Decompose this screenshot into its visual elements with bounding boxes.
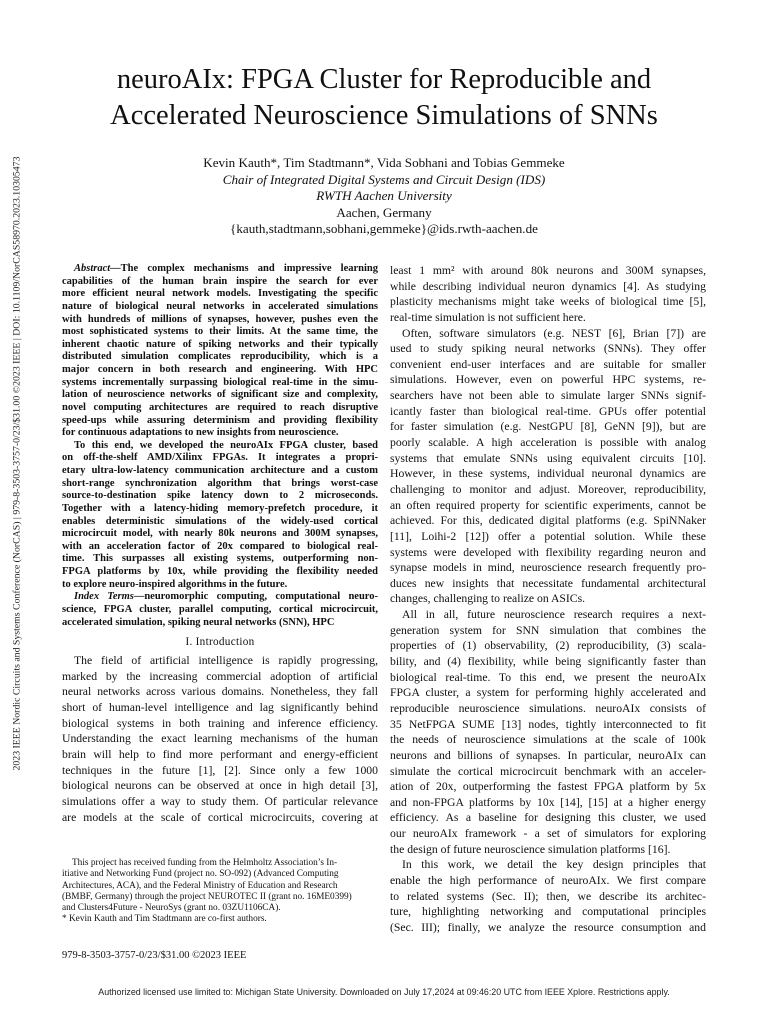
- body-line: synapse models in mind, neuroscience research frequently pro-: [390, 561, 706, 575]
- abstract: [62, 263, 378, 629]
- body-line: (Sec. III); finally, we analyze the resource consumption and: [390, 920, 706, 934]
- abstract-line: etary ultra-low-latency communication architecture and a custom: [62, 465, 378, 476]
- title-line: Accelerated Neuroscience Simulations of SNNs: [110, 100, 658, 131]
- body-line: efficiency. As a baseline for designing this cluster, we used: [390, 811, 706, 825]
- abstract-line: novel computing architectures are required to reach disruptive: [62, 401, 378, 413]
- abstract-line: lation of neuroscience networks of significant size and complexity,: [62, 389, 378, 401]
- index-terms-line: accelerated simulation, spiking neural networks (SNN), HPC: [62, 616, 335, 628]
- abstract-line: FPGA platforms by 10x, while providing the flexibility needed: [62, 566, 378, 577]
- body-line: used to study spiking neural networks (SNNs). They offer: [390, 342, 706, 356]
- body-line: biological systems in both training and inference efficiency.: [62, 716, 378, 730]
- author-names: Kevin Kauth*, Tim Stadtmann*, Vida Sobhani and Tobias Gemmeke: [203, 155, 565, 170]
- body-line: Understanding the exact learning mechanisms of the human: [62, 732, 378, 746]
- body-line: for faster simulation (e.g. NestGPU [8], GeNN [9]), but are: [390, 420, 706, 434]
- body-line: icantly faster than biological real-time. GPUs offer potential: [390, 404, 706, 418]
- body-line: FPGA cluster, a system for performing highly accelerated and: [390, 686, 706, 700]
- abstract-line: To this end, we developed the neuroAIx FPGA cluster, based: [74, 439, 378, 451]
- footnote-line: Architectures, ACA), and the Federal Ministry of Education and Research: [62, 880, 338, 891]
- body-line: changes, challenging to realize on ASICs.: [390, 592, 586, 606]
- footnote-line: (BMBF, Germany) through the project NEUROTEC II (grant no. 16ME0399): [62, 891, 352, 902]
- body-line: 35 NetFPGA SUME [13] nodes, tightly interconnected to fit: [390, 717, 706, 731]
- abstract-line: Abstract—The complex mechanisms and impressive learning: [74, 263, 378, 274]
- abstract-line: source-to-destination spike latency down to 2 microseconds.: [62, 490, 378, 502]
- body-line: simulations offer a way to study them. Of particular relevance: [62, 794, 378, 808]
- body-line: convenient end-user interfaces and are suitable for smaller: [390, 357, 706, 371]
- body-line: an often required property for scientific experiments, cannot be: [390, 498, 706, 512]
- right-column: [390, 263, 706, 936]
- abstract-line: to explore neuro-inspired algorithms in the future.: [62, 578, 288, 590]
- body-line: and non-FPGA platforms by 10x [14], [15] at a higher energy: [390, 795, 706, 809]
- abstract-line: systems incrementally surpassing biological real-time in the simu-: [62, 376, 378, 388]
- body-line: All in all, future neuroscience research requires a next-: [402, 608, 706, 622]
- body-line: least 1 mm² with around 80k neurons and 300M synapses,: [390, 264, 706, 277]
- abstract-line: more efficient neural network models. Investigating the specific: [62, 288, 378, 300]
- body-line: systems were developed with flexibility regarding neuron and: [390, 545, 706, 559]
- intro-paragraph: [62, 653, 378, 825]
- body-line: our neuroAIx framework - a set of simulators for exploring: [390, 827, 706, 841]
- body-line: enable the high performance of neuroAIx. We first compare: [390, 873, 706, 887]
- university: RWTH Aachen University: [316, 188, 452, 203]
- footnote-line: and Clusters4Future - NeuroSys (grant no. 03ZU1106CA).: [62, 903, 281, 914]
- body-line: In this work, we detail the key design principles that: [402, 858, 706, 872]
- paper-title: [40, 62, 728, 134]
- body-line: neural networks across various domains. Nonetheless, they fall: [62, 685, 378, 699]
- location: Aachen, Germany: [336, 204, 432, 220]
- index-terms-line: science, FPGA cluster, parallel computing, cortical microcircuit,: [62, 603, 378, 615]
- body-line: marked by the increasing commercial adoption of artificial: [62, 669, 378, 683]
- abstract-line: inherent chaotic nature of spiking networks and their typically: [62, 338, 378, 350]
- footnote-line: This project has received funding from the Helmholtz Association’s In-: [72, 858, 338, 868]
- abstract-line: speed-ups while assuring determinism and providing flexibility: [62, 414, 378, 426]
- body-line: systems that emulate SNNs using equivalent circuits [10].: [390, 451, 706, 465]
- side-margin-note: 2023 IEEE Nordic Circuits and Systems Conference (NorCAS) | 979-8-3503-3757-0/23/$31.00 ©2023 IEEE | DOI: 10.1109/NorCAS58970.2023.10305473: [11, 156, 23, 771]
- abstract-label: Abstract: [74, 263, 111, 274]
- abstract-line: with hundreds of millions of synapses, however, pushes even the: [62, 313, 378, 325]
- abstract-line: time. This surpasses all existing systems, outperforming non-: [62, 553, 378, 565]
- footnote-line: itiative and Networking Fund (project no. SO-092) (Advanced Computing: [62, 869, 339, 880]
- body-line: biological real-time. To this end, we present the neuroAIx: [390, 670, 706, 684]
- body-line: neurons and billions of synapses. In particular, neuroAIx can: [390, 748, 706, 762]
- body-line: the needs of neuroscience simulations at the scale of 100k: [390, 733, 706, 747]
- body-line: simulations. However, even on powerful HPC systems, re-: [390, 373, 706, 387]
- body-line: generation system for SNN simulation that combines the: [390, 623, 706, 637]
- body-line: The field of artificial intelligence is rapidly progressing,: [74, 654, 378, 668]
- body-line: brain will help to find more performant and energy-efficient: [62, 747, 378, 761]
- abstract-line: microcircuit model, with nearly 80k neurons and 300M synapses,: [62, 528, 378, 540]
- abstract-line: capabilities of the human brain inspire the search for ever: [62, 275, 378, 287]
- abstract-line: short-range synchronization algorithm that brings worst-case: [62, 477, 378, 489]
- body-line: are models at the scale of cortical microcircuits, covering at: [62, 810, 378, 824]
- abstract-line: major concern in both research and engineering. With HPC: [62, 364, 378, 375]
- body-line: ation of 20x, outperforming the fastest FPGA platform by 5x: [390, 780, 706, 794]
- body-line: techniques in the future [1], [2]. Since only a few 1000: [62, 763, 378, 777]
- abstract-line: distributed simulation complicates reproducibility, which is a: [62, 351, 378, 363]
- body-line: bility, and (4) flexibility, while being significantly faster than: [390, 655, 706, 669]
- abstract-line: most sophisticated systems to their limits. At the same time, the: [62, 326, 378, 338]
- body-line: poorly scalable. A high acceleration is possible with analog: [390, 436, 706, 450]
- body-line: Often, software simulators (e.g. NEST [6], Brian [7]) are: [402, 326, 706, 340]
- email: {kauth,stadtmann,sobhani,gemmeke}@ids.rwth-aachen.de: [230, 221, 538, 236]
- body-line: However, in these systems, individual neuronal dynamics are: [390, 467, 706, 481]
- title-line: neuroAIx: FPGA Cluster for Reproducible and: [116, 64, 652, 95]
- body-line: the design of future neuroscience simulation platforms [16].: [390, 842, 671, 856]
- body-line: reproducible neuroscience simulations. neuroAIx consists of: [390, 701, 706, 715]
- abstract-line: for continuous adaptations to new insights from neuroscience.: [62, 427, 339, 439]
- body-line: simulate the cortical microcircuit benchmark with an acceler-: [390, 764, 706, 778]
- body-line: to related systems (Sec. II); then, we describe its architec-: [390, 889, 706, 903]
- body-line: properties of (1) observability, (2) reproducibility, (3) scala-: [390, 639, 706, 653]
- body-line: real-time simulation is not sufficient here.: [390, 310, 586, 324]
- section-heading: I. Introduction: [185, 636, 255, 649]
- left-column: [62, 263, 378, 825]
- body-line: searchers have not been able to simulate larger SNNs signif-: [390, 389, 706, 403]
- footnote-line: * Kevin Kauth and Tim Stadtmann are co-first authors.: [62, 914, 267, 925]
- abstract-line: with an acceleration factor of 20x compared to biological real-: [62, 540, 378, 552]
- abstract-line: on off-the-shelf AMD/Xilinx FPGAs. It integrates a propri-: [62, 452, 378, 464]
- index-terms-line: Index Terms—neuromorphic computing, computational neuro-: [74, 591, 378, 603]
- body-line: duces new insights that necessitate fundamental architectural: [390, 576, 706, 590]
- body-line: plasticity mechanisms might take weeks of biological time [5],: [390, 295, 706, 309]
- download-footer: Authorized licensed use limited to: Michigan State University. Downloaded on July 17,2024 at 09:46:20 UTC from IEEE Xplore. Restrictions apply.: [98, 987, 670, 997]
- footnote: [62, 858, 378, 926]
- abstract-line: enables deterministic simulations of the widely-used cortical: [62, 515, 378, 527]
- body-line: while describing individual neuron dynamics [4]. As studying: [390, 279, 706, 293]
- abstract-line: Together with a latency-hiding memory-prefetch procedure, it: [62, 502, 378, 514]
- body-line: achieved. For this, dedicated digital platforms (e.g. SpiNNaker: [390, 514, 706, 528]
- affiliation: Chair of Integrated Digital Systems and Circuit Design (IDS): [222, 171, 546, 187]
- author-block: [40, 155, 728, 238]
- body-line: [11], Loihi-2 [12]) offer a potential solution. While these: [390, 529, 706, 543]
- copyright: 979-8-3503-3757-0/23/$31.00 ©2023 IEEE: [62, 950, 247, 961]
- abstract-line: nature of biological neural networks in accelerated simulations: [62, 300, 378, 312]
- body-line: challenging to monitor and adjust. Moreover, reproducibility,: [390, 482, 706, 496]
- body-line: short of human-level intelligence and lag significantly behind: [62, 701, 378, 715]
- body-line: ture, highlighting networking and computational principles: [390, 905, 706, 919]
- index-terms-label: Index Terms: [74, 591, 134, 603]
- body-line: biological neurons can be observed at once in high detail [3],: [62, 779, 378, 793]
